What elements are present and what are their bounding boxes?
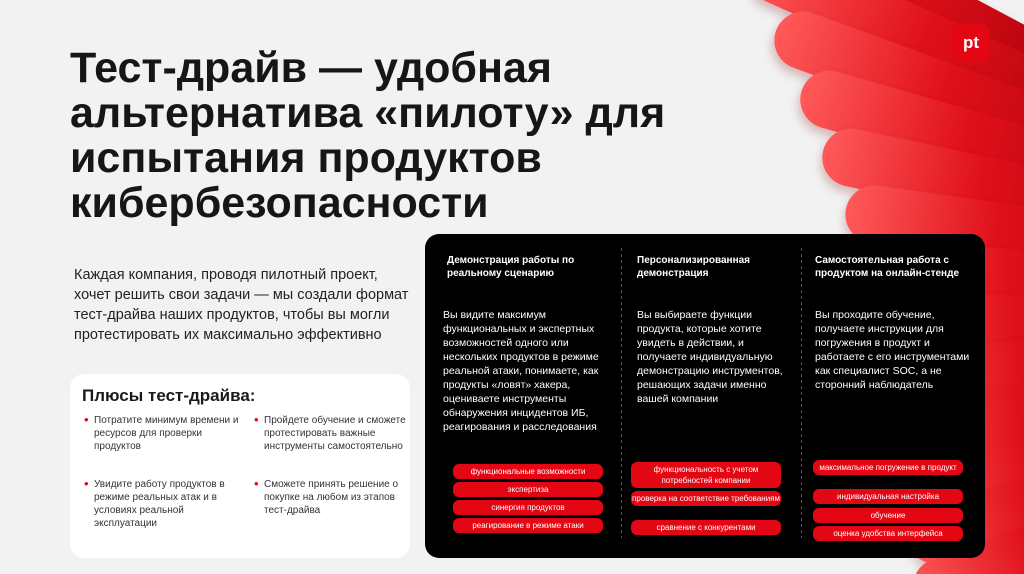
column-title: Самостоятельная работа с продуктом на онлайн-стенде [815,255,960,279]
column-text: Вы видите максимум функциональных и экспертных возможностей одного или нескольких продуктов в режиме реальной атаки, понимаете, как продукты «ловят» хакера, оцениваете инструменты обнаружения инцидентов ИБ, реагирования и расследования [443,309,599,433]
feature-tag: индивидуальная настройка [813,489,963,504]
format-column-online-stand [801,234,985,558]
bullet-icon: • [84,476,89,491]
feature-tag: сравнение с конкурентами [631,520,781,535]
feature-tag: обучение [813,508,963,523]
bullet-icon: • [254,412,259,427]
column-title: Демонстрация работы по реальному сценарию [447,255,575,279]
column-title: Персонализированная демонстрация [637,255,751,279]
feature-tag: максимальное погружение в продукт [813,460,963,475]
plus-item-text: Пройдете обучение и сможете протестировать важные инструменты самостоятельно [264,415,406,452]
feature-tag: экспертиза [453,482,603,497]
plus-item [84,478,244,530]
plus-item-text: Увидите работу продуктов в режиме реальных атак и в условиях реальной эксплуатации [94,479,225,529]
pluses-title: Плюсы тест-драйва: [82,386,256,405]
format-column-demo [425,234,621,558]
intro-text: Каждая компания, проводя пилотный проект, хочет решить свои задачи — мы создали формат тест-драйва наших продуктов, чтобы вы могли протестировать их максимально эффективно [74,267,409,343]
plus-item [84,414,244,453]
feature-tag: функциональные возможности [453,464,603,479]
format-column-personal [621,234,801,558]
plus-item-text: Сможете принять решение о покупке на любом из этапов тест-драйва [264,479,399,516]
feature-tag: функциональность с учетом потребностей компании [631,462,781,488]
feature-tag: оценка удобства интерфейса [813,526,963,541]
column-text: Вы выбираете функции продукта, которые хотите увидеть в действии, и получаете индивидуальную демонстрацию инструментов, решающих задачи именно вашей компании [637,309,783,405]
pluses-card [70,374,410,558]
bullet-icon: • [84,412,89,427]
column-text: Вы проходите обучение, получаете инструкции для погружения в продукт и работаете с его инструментами как специалист SOC, а не сторонний наблюдатель [815,309,970,391]
pt-logo: pt [952,24,990,62]
plus-item [254,414,414,453]
bullet-icon: • [254,476,259,491]
feature-tag: реагирование в режиме атаки [453,518,603,533]
plus-item [254,478,414,517]
feature-tag: проверка на соответствие требованиям [631,491,781,506]
formats-panel [425,234,985,558]
page-title: Тест-драйв — удобная альтернатива «пилоту» для испытания продуктов кибербезопасности [70,44,666,227]
feature-tag: синергия продуктов [453,500,603,515]
plus-item-text: Потратите минимум времени и ресурсов для проверки продуктов [94,415,239,452]
